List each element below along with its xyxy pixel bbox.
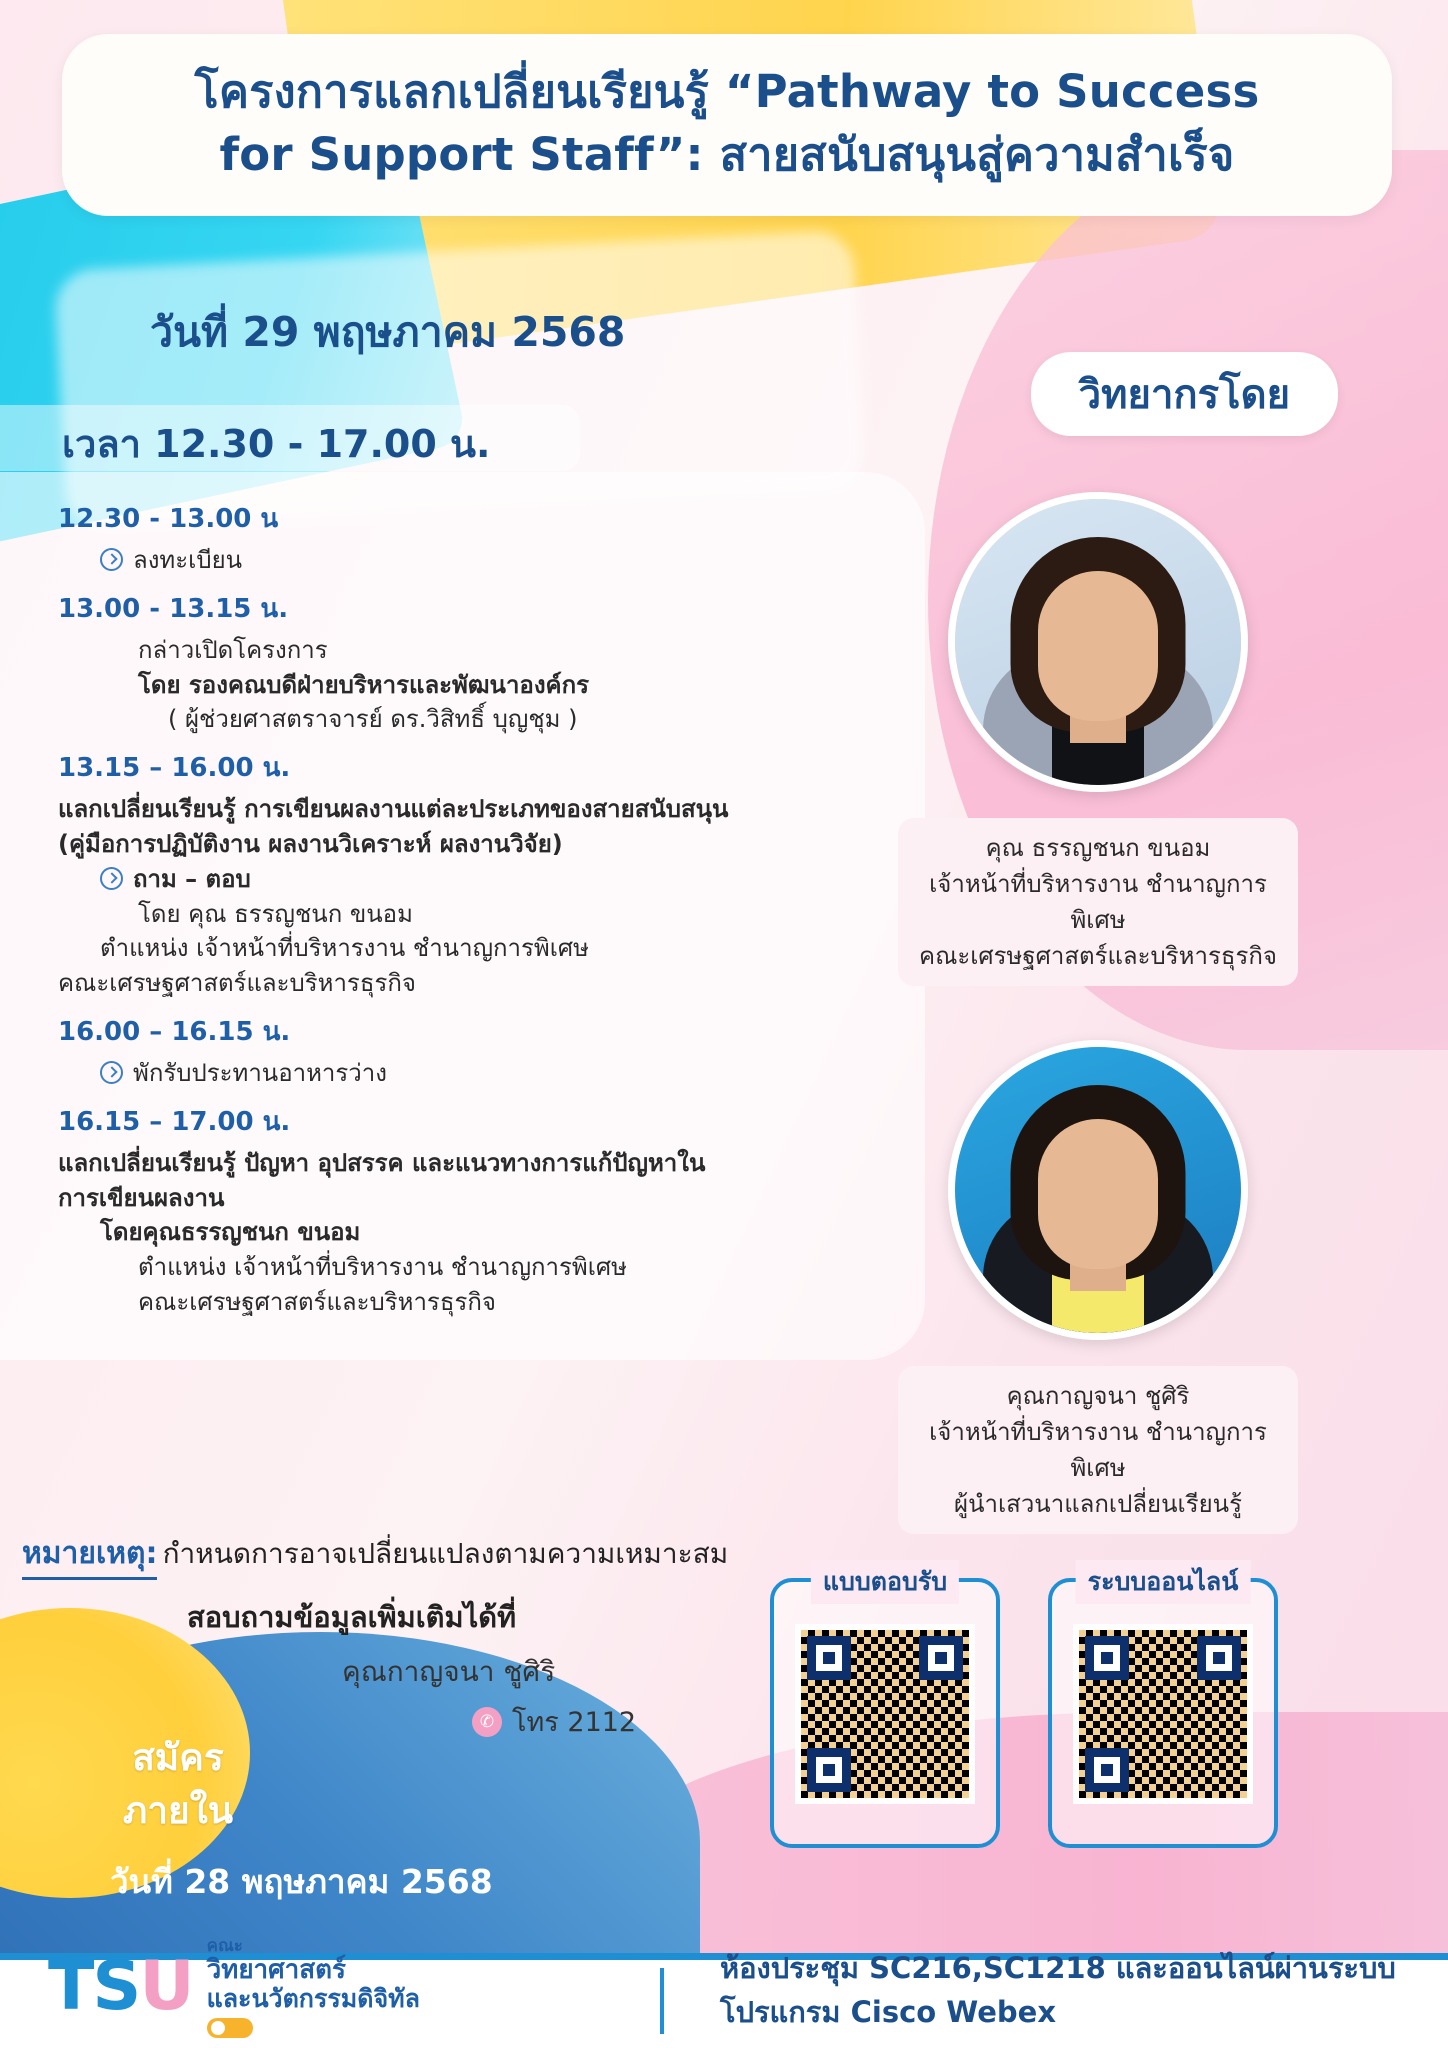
slot-line: ตำแหน่ง เจ้าหน้าที่บริหารงาน ชำนาญการพิเศษ <box>100 934 589 963</box>
speaker-org: ผู้นำเสวนาแลกเปลี่ยนเรียนรู้ <box>954 1490 1242 1518</box>
logo-u: U <box>139 1947 193 2027</box>
schedule-slot <box>58 588 877 737</box>
schedule-slot <box>58 1101 877 1320</box>
note-text: กำหนดการอาจเปลี่ยนแปลงตามความเหมาะสม <box>162 1537 729 1570</box>
venue-line-1: ห้องประชุม SC216,SC1218 และออนไลน์ผ่านระบบ <box>720 1951 1396 1985</box>
chevron-circle-icon <box>100 548 123 571</box>
slot-body <box>58 1146 877 1320</box>
footer-vertical-divider <box>660 1968 664 2034</box>
speaker-photo-1 <box>948 492 1248 792</box>
page-title <box>62 34 1392 216</box>
slot-line: (คู่มือการปฏิบัติงาน ผลงานวิเคราะห์ ผลงานวิจัย) <box>58 829 563 858</box>
slot-body <box>58 633 877 737</box>
qr-reply-form[interactable] <box>770 1567 1000 1848</box>
slot-body <box>58 543 877 578</box>
chevron-circle-icon <box>100 1061 123 1084</box>
slot-line: คณะเศรษฐศาสตร์และบริหารธุรกิจ <box>138 1287 496 1316</box>
apply-line-2: ภายใน <box>122 1789 234 1833</box>
title-line-1: โครงการแลกเปลี่ยนเรียนรู้ “Pathway to Success <box>194 65 1260 118</box>
slot-time: 13.00 - 13.15 น. <box>58 593 289 624</box>
title-line-2: for Support Staff”: สายสนับสนุนสู่ความสำเร็จ <box>219 128 1235 181</box>
schedule-slot <box>58 747 877 1001</box>
slot-time: 12.30 - 13.00 น <box>58 504 279 534</box>
speaker-role: เจ้าหน้าที่บริหารงาน ชำนาญการพิเศษ <box>929 870 1267 934</box>
slot-line: คณะเศรษฐศาสตร์และบริหารธุรกิจ <box>58 969 416 998</box>
qr-label: แบบตอบรับ <box>811 1560 959 1604</box>
event-time: เวลา 12.30 - 17.00 น. <box>62 422 491 466</box>
logo-line-1: คณะ <box>206 1935 243 1956</box>
chevron-circle-icon <box>100 867 123 890</box>
schedule-panel <box>0 472 925 1360</box>
speaker-photo-2 <box>948 1040 1248 1340</box>
logo-ts: TS <box>48 1947 140 2027</box>
tsu-logo <box>48 1937 420 2038</box>
venue-line-2: โปรแกรม Cisco Webex <box>720 1994 1057 2029</box>
slot-body <box>58 792 877 1001</box>
slot-line: ลงทะเบียน <box>133 546 243 574</box>
slot-line: โดย คุณ ธรรญชนก ขนอม <box>138 899 413 928</box>
apply-deadline-label <box>28 1731 328 1838</box>
speakers-heading: วิทยากรโดย <box>1031 352 1338 436</box>
logo-faculty-text <box>207 1937 420 2038</box>
slot-line: ( ผู้ช่วยศาสตราจารย์ ดร.วิสิทธิ์ บุญชุม ) <box>168 705 578 734</box>
slot-line: การเขียนผลงาน <box>58 1183 225 1212</box>
speaker-name: คุณ ธรรญชนก ขนอม <box>985 834 1211 862</box>
slot-bullet-line <box>58 862 877 897</box>
phone-icon: ✆ <box>472 1707 502 1737</box>
slot-line: โดยคุณธรรญชนก ขนอม <box>100 1218 361 1247</box>
schedule-slot <box>58 498 877 578</box>
note-label: หมายเหตุ: <box>22 1530 157 1580</box>
slot-body <box>58 1056 877 1091</box>
schedule-slot <box>58 1011 877 1091</box>
speaker-caption-2 <box>898 1366 1298 1534</box>
qr-online-system[interactable] <box>1048 1567 1278 1848</box>
event-date: วันที่ 29 พฤษภาคม 2568 <box>150 308 626 356</box>
slot-line: ตำแหน่ง เจ้าหน้าที่บริหารงาน ชำนาญการพิเศษ <box>138 1253 627 1282</box>
qr-label: ระบบออนไลน์ <box>1076 1560 1251 1604</box>
contact-heading: สอบถามข้อมูลเพิ่มเติมได้ที่ <box>187 1600 517 1634</box>
slot-line: ถาม – ตอบ <box>133 864 251 893</box>
venue-info <box>720 1947 1396 2034</box>
speaker-caption-1 <box>898 818 1298 986</box>
slot-line: แลกเปลี่ยนเรียนรู้ ปัญหา อุปสรรค และแนวทางการแก้ปัญหาใน <box>58 1148 706 1177</box>
slot-time: 13.15 – 16.00 น. <box>58 753 291 784</box>
logo-toggle-mark <box>207 2018 253 2038</box>
logo-wordmark <box>48 1947 193 2027</box>
apply-deadline-date: วันที่ 28 พฤษภาคม 2568 <box>110 1862 493 1901</box>
slot-time: 16.15 – 17.00 น. <box>58 1106 291 1137</box>
slot-time: 16.00 – 16.15 น. <box>58 1016 291 1047</box>
slot-line: พักรับประทานอาหารว่าง <box>133 1058 387 1087</box>
contact-phone: โทร 2112 <box>512 1707 637 1738</box>
logo-line-2: วิทยาศาสตร์ <box>206 1954 346 1985</box>
speaker-role: เจ้าหน้าที่บริหารงาน ชำนาญการพิเศษ <box>929 1418 1267 1482</box>
slot-line: แลกเปลี่ยนเรียนรู้ การเขียนผลงานแต่ละประเภทของสายสนับสนุน <box>58 795 729 824</box>
speaker-name: คุณกาญจนา ชูศิริ <box>1006 1382 1190 1410</box>
apply-line-1: สมัคร <box>132 1735 224 1779</box>
contact-name: คุณกาญจนา ชูศิริ <box>342 1655 556 1688</box>
qr-code-image[interactable] <box>1073 1624 1253 1804</box>
speaker-org: คณะเศรษฐศาสตร์และบริหารธุรกิจ <box>919 942 1277 970</box>
qr-code-image[interactable] <box>795 1624 975 1804</box>
slot-line: กล่าวเปิดโครงการ <box>138 635 328 664</box>
logo-line-3: และนวัตกรรมดิจิทัล <box>206 1984 420 2013</box>
slot-line: โดย รองคณบดีฝ่ายบริหารและพัฒนาองค์กร <box>138 670 590 699</box>
